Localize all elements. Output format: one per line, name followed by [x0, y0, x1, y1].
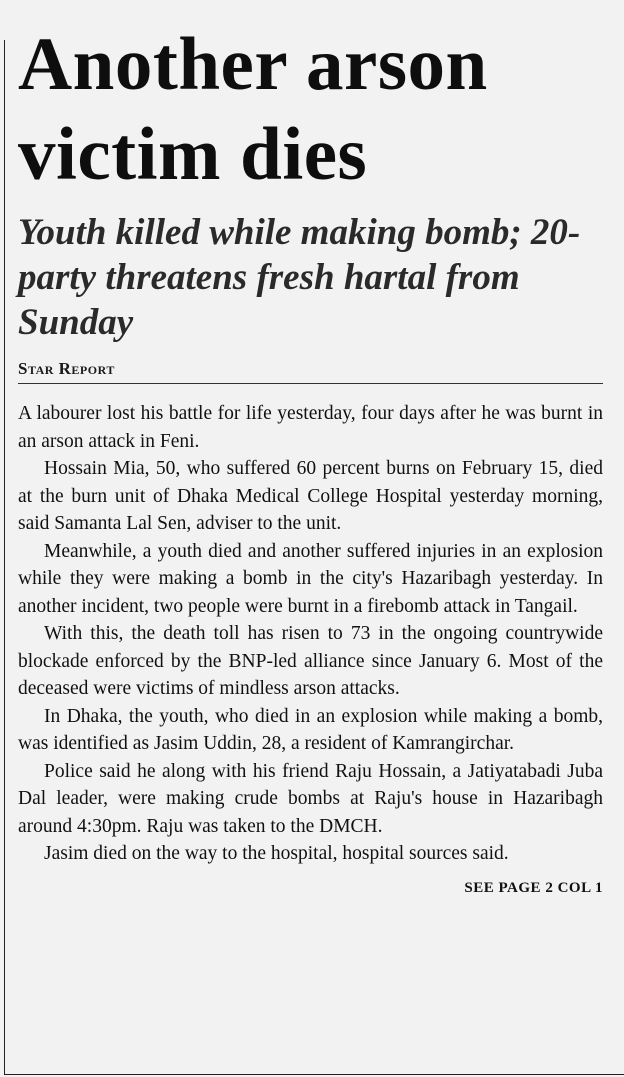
paragraph: Police said he along with his friend Raju Hossain, a Jatiyatabadi Juba Dal leader, were making crude bombs at Raju's house in Hazaribagh around 4:30pm. Raju was taken to the DMCH.: [18, 760, 603, 837]
subheadline: Youth killed while making bomb; 20-party threatens fresh hartal from Sunday: [18, 212, 581, 343]
paragraph: Jasim died on the way to the hospital, hospital sources said.: [44, 843, 509, 864]
paragraph: In Dhaka, the youth, who died in an explosion while making a bomb, was identified as Jasim Uddin, 28, a resident of Kamrangirchar.: [18, 705, 603, 754]
article-body: [18, 400, 603, 868]
headline: Another arson victim dies: [18, 23, 488, 196]
byline: Star Report: [18, 359, 115, 378]
continuation-jump: SEE PAGE 2 COL 1: [464, 879, 603, 896]
paragraph: Hossain Mia, 50, who suffered 60 percent burns on February 15, died at the burn unit of Dhaka Medical College Hospital yesterday morning, said Samanta Lal Sen, adviser to the unit.: [18, 458, 603, 534]
paragraph: Meanwhile, a youth died and another suffered injuries in an explosion while they were making a bomb in the city's Hazaribagh yesterday. In another incident, two people were burnt in a firebomb attack in Tangail.: [18, 540, 603, 617]
column-rule-left: [4, 40, 5, 1075]
paragraph: With this, the death toll has risen to 73 in the ongoing countrywide blockade enforced by the BNP-led alliance since January 6. Most of the deceased were victims of mindless arson attacks.: [18, 623, 603, 699]
news-article: [18, 20, 608, 897]
paragraph: A labourer lost his battle for life yesterday, four days after he was burnt in an arson attack in Feni.: [18, 403, 603, 452]
column-rule-bottom: [4, 1074, 624, 1075]
byline-divider: [18, 383, 603, 384]
